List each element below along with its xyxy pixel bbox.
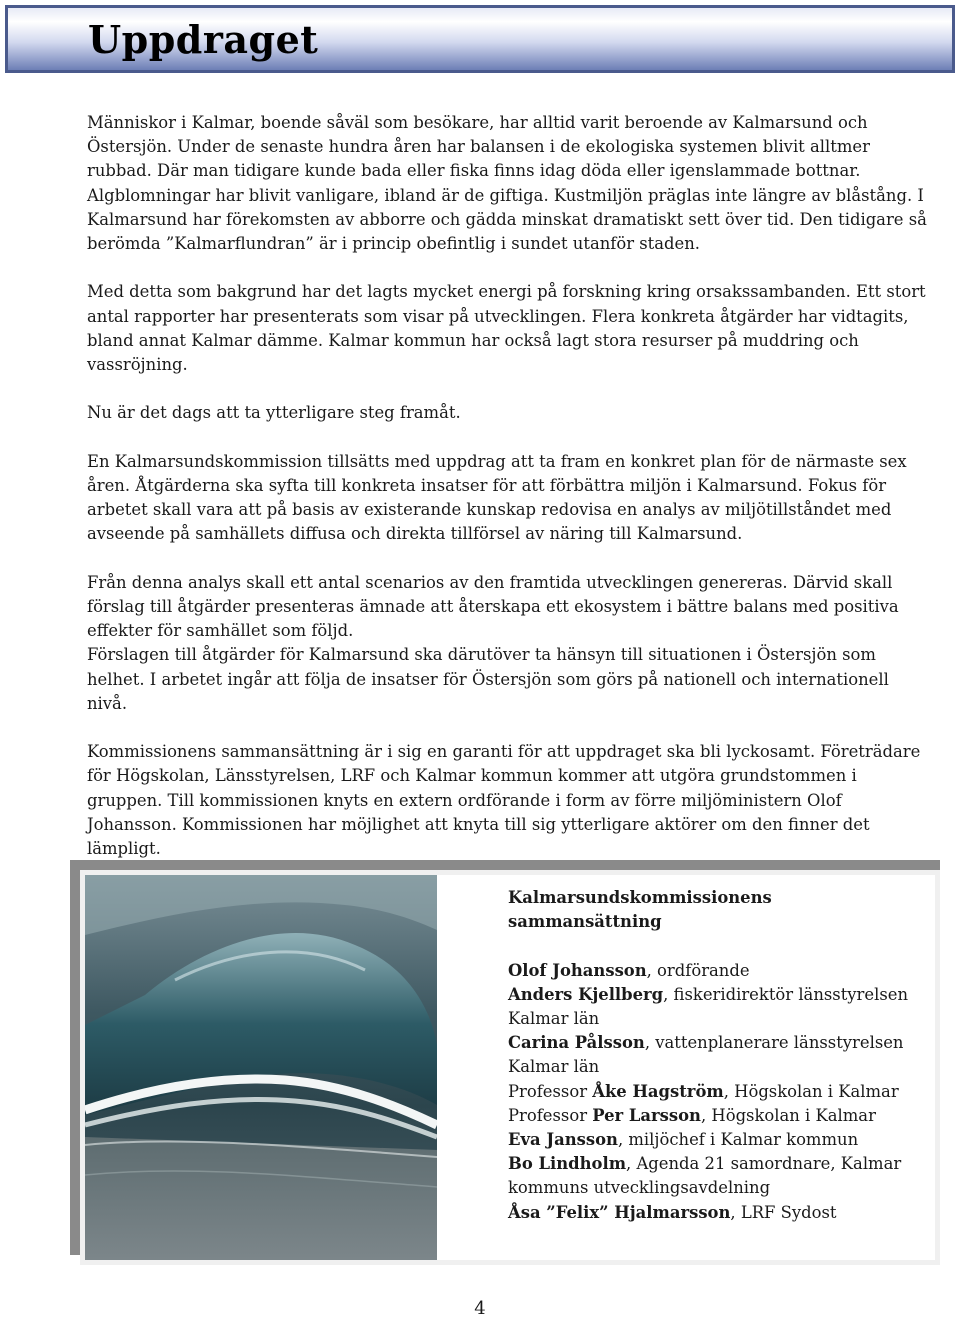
sea-wave-photo: [85, 875, 437, 1260]
member-entry: [508, 1128, 928, 1152]
member-entry: [508, 1080, 928, 1104]
paragraph-composition: Kommissionens sammansättning är i sig en garanti för att uppdraget ska bli lyckosamt. Företrädare för Högskolan, Länsstyrelsen, LRF och Kalmar kommun kommer att utgöra grundstommen i gruppen. Till kommissionen knyts en extern ordförande i form av förre miljöministern Olof Johansson. Kommissionen har möjlighet att knyta till sig ytterligare aktörer om den finner det lämpligt.: [87, 742, 921, 859]
paragraph-background: Människor i Kalmar, boende såväl som besökare, har alltid varit beroende av Kalmarsund och Östersjön. Under de senaste hundra åren har balansen i de ekologiska systemen blivit alltmer rubbad. Där man tidigare kunde bada eller fiska finns idag döda eller igenslammade bottnar. Algblomningar har blivit vanligare, ibland är de giftiga. Kustmiljön präglas inte längre av blåstång. I Kalmarsund har förekomsten av abborre och gädda minskat dramatiskt sett över tid. Den tidigare så berömda ”Kalmarflundran” är i princip obefintlig i sundet utanför staden.: [87, 113, 927, 254]
page-title: Uppdraget: [88, 17, 319, 62]
member-entry: [508, 959, 928, 983]
member-name: Per Larsson: [592, 1105, 701, 1125]
member-list: [508, 959, 928, 1225]
paragraph-next-step: Nu är det dags att ta ytterligare steg framåt.: [87, 403, 461, 423]
paragraph-research: Med detta som bakgrund har det lagts mycket energi på forskning kring orsakssambanden. Ett stort antal rapporter har presenterats som visar på utvecklingen. Flera konkreta åtgärder har vidtagits, bland annat Kalmar dämme. Kalmar kommun har också lagt stora resurser på muddring och vassröjning.: [87, 282, 926, 375]
member-role: , ordförande: [646, 960, 750, 980]
member-role: , Högskolan i Kalmar: [700, 1105, 876, 1125]
member-title: Professor: [508, 1081, 593, 1101]
member-name: Olof Johansson: [508, 960, 647, 980]
member-name: Åke Hagström: [592, 1081, 724, 1101]
member-role: , vattenplanerare länsstyrelsen Kalmar län: [508, 1033, 904, 1077]
body-text: [87, 111, 932, 885]
member-entry: [508, 1031, 928, 1079]
member-name: Carina Pålsson: [508, 1033, 645, 1053]
member-role: , Högskolan i Kalmar: [723, 1081, 899, 1101]
member-role: , Agenda 21 samordnare, Kalmar kommuns utvecklingsavdelning: [508, 1154, 902, 1198]
member-role: , miljöchef i Kalmar kommun: [617, 1130, 859, 1150]
commission-panel: [80, 870, 940, 1265]
member-name: Bo Lindholm: [508, 1154, 627, 1174]
member-role: , fiskeridirektör länsstyrelsen Kalmar län: [508, 984, 908, 1028]
commission-members: [508, 886, 928, 1225]
member-entry: [508, 1152, 928, 1200]
member-name: Anders Kjellberg: [508, 984, 664, 1004]
paragraph-scenarios: Från denna analys skall ett antal scenarios av den framtida utvecklingen genereras. Därvid skall förslag till åtgärder presenteras ämnade att återskapa ett ekosystem i bättre balans med positiva effekter för samhället som följd.: [87, 572, 899, 641]
panel-heading: Kalmarsundskommissionens sammansättning: [508, 888, 772, 932]
member-entry: [508, 1201, 928, 1225]
paragraph-baltic: Förslagen till åtgärder för Kalmarsund ska därutöver ta hänsyn till situationen i Östersjön som helhet. I arbetet ingår att följa de insatser för Östersjön som görs på nationell och internationell nivå.: [87, 645, 889, 713]
paragraph-commission: En Kalmarsundskommission tillsätts med uppdrag att ta fram en konkret plan för de närmaste sex åren. Åtgärderna ska syfta till konkreta insatser för att förbättra miljön i Kalmarsund. Fokus för arbetet skall vara att på basis av existerande kunskap redovisa en analys av miljötillståndet med avseende på samhällets diffusa och direkta tillförsel av näring till Kalmarsund.: [87, 451, 907, 544]
title-banner: [5, 5, 955, 73]
member-role: , LRF Sydost: [730, 1202, 837, 1222]
member-entry: [508, 1104, 928, 1128]
member-name: Eva Jansson: [508, 1130, 618, 1150]
page-number: 4: [474, 1298, 486, 1319]
member-name: Åsa ”Felix” Hjalmarsson: [508, 1202, 731, 1222]
member-title: Professor: [508, 1105, 593, 1125]
member-entry: [508, 983, 928, 1031]
